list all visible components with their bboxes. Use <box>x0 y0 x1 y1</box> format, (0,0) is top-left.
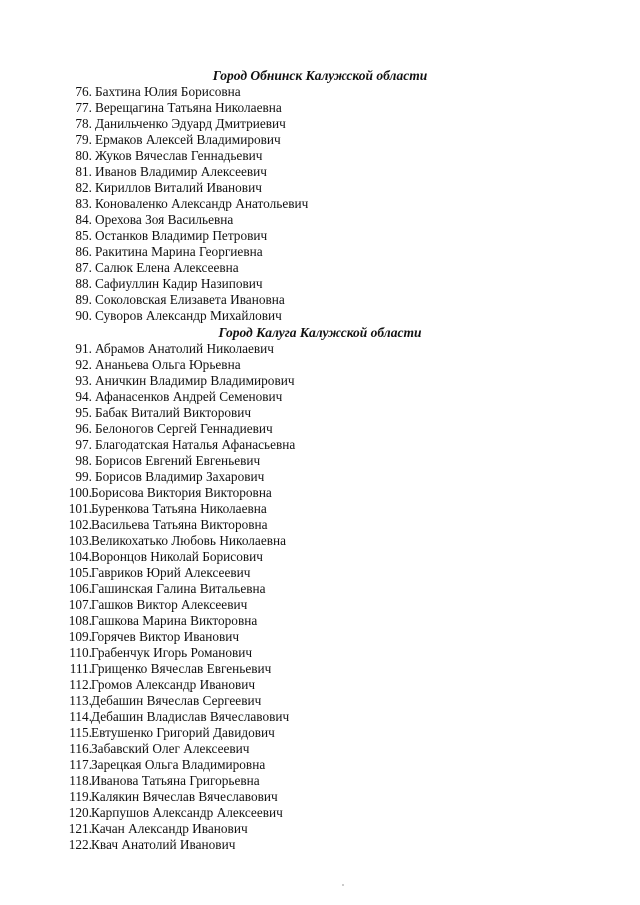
item-number: 83. <box>75 196 92 211</box>
person-name: Борисов Евгений Евгеньевич <box>95 453 261 468</box>
name-list-kaluga <box>0 341 640 853</box>
item-number: 85. <box>75 228 92 243</box>
person-name: Аничкин Владимир Владимирович <box>95 373 295 388</box>
person-name: Иванов Владимир Алексеевич <box>95 164 267 179</box>
item-number: 98. <box>75 453 92 468</box>
item-number: 100. <box>68 485 92 500</box>
item-number: 97. <box>75 437 92 452</box>
scan-speck <box>342 884 344 886</box>
list-item <box>0 517 640 533</box>
list-item <box>0 837 640 853</box>
item-number: 103. <box>68 533 92 548</box>
list-item <box>0 84 640 100</box>
person-name: Дебашин Вячеслав Сергеевич <box>91 693 262 708</box>
person-name: Калякин Вячеслав Вячеславович <box>91 789 278 804</box>
item-number: 87. <box>75 260 92 275</box>
list-item <box>0 421 640 437</box>
item-number: 102. <box>68 517 92 532</box>
item-number: 116. <box>69 741 92 756</box>
list-item <box>0 308 640 324</box>
item-number: 122. <box>68 837 92 852</box>
item-number: 111. <box>69 661 92 676</box>
item-number: 118. <box>69 773 92 788</box>
list-item <box>0 533 640 549</box>
person-name: Гашкова Марина Викторовна <box>91 613 258 628</box>
person-name: Зарецкая Ольга Владимировна <box>91 757 266 772</box>
list-item <box>0 565 640 581</box>
item-number: 112. <box>69 677 92 692</box>
list-item <box>0 677 640 693</box>
list-item <box>0 389 640 405</box>
item-number: 91. <box>75 341 92 356</box>
list-item <box>0 373 640 389</box>
person-name: Грабенчук Игорь Романович <box>91 645 253 660</box>
person-name: Салюк Елена Алексеевна <box>95 260 239 275</box>
list-item <box>0 501 640 517</box>
person-name: Васильева Татьяна Викторовна <box>91 517 268 532</box>
person-name: Буренкова Татьяна Николаевна <box>91 501 267 516</box>
item-number: 115. <box>69 725 92 740</box>
person-name: Грищенко Вячеслав Евгеньевич <box>91 661 272 676</box>
list-item <box>0 116 640 132</box>
item-number: 108. <box>68 613 92 628</box>
item-number: 106. <box>68 581 92 596</box>
person-name: Горячев Виктор Иванович <box>91 629 240 644</box>
list-item <box>0 805 640 821</box>
list-item <box>0 212 640 228</box>
list-item <box>0 276 640 292</box>
person-name: Гашинская Галина Витальевна <box>91 581 266 596</box>
list-item <box>0 100 640 116</box>
person-name: Евтушенко Григорий Давидович <box>91 725 275 740</box>
list-item <box>0 725 640 741</box>
item-number: 114. <box>69 709 92 724</box>
list-item <box>0 180 640 196</box>
person-name: Останков Владимир Петрович <box>95 228 268 243</box>
item-number: 101. <box>68 501 92 516</box>
person-name: Данильченко Эдуард Дмитриевич <box>95 116 286 131</box>
list-item <box>0 597 640 613</box>
list-item <box>0 757 640 773</box>
item-number: 96. <box>75 421 92 436</box>
person-name: Орехова Зоя Васильевна <box>95 212 234 227</box>
list-item <box>0 469 640 485</box>
person-name: Гашков Виктор Алексеевич <box>91 597 248 612</box>
item-number: 88. <box>75 276 92 291</box>
item-number: 119. <box>69 789 92 804</box>
person-name: Гавриков Юрий Алексеевич <box>91 565 251 580</box>
list-item <box>0 773 640 789</box>
item-number: 86. <box>75 244 92 259</box>
list-item <box>0 357 640 373</box>
item-number: 76. <box>75 84 92 99</box>
list-item <box>0 549 640 565</box>
list-item <box>0 453 640 469</box>
person-name: Бахтина Юлия Борисовна <box>95 84 241 99</box>
person-name: Ананьева Ольга Юрьевна <box>95 357 241 372</box>
item-number: 105. <box>68 565 92 580</box>
person-name: Квач Анатолий Иванович <box>91 837 236 852</box>
person-name: Благодатская Наталья Афанасьевна <box>95 437 296 452</box>
person-name: Борисов Владимир Захарович <box>95 469 265 484</box>
section-heading-obninsk: Город Обнинск Калужской области <box>212 68 428 83</box>
item-number: 82. <box>75 180 92 195</box>
list-item <box>0 485 640 501</box>
person-name: Великохатько Любовь Николаевна <box>91 533 287 548</box>
person-name: Ракитина Марина Георгиевна <box>95 244 263 259</box>
item-number: 113. <box>69 693 92 708</box>
person-name: Белоногов Сергей Геннадиевич <box>95 421 273 436</box>
list-item <box>0 789 640 805</box>
list-item <box>0 341 640 357</box>
item-number: 110. <box>69 645 92 660</box>
list-item <box>0 228 640 244</box>
item-number: 95. <box>75 405 92 420</box>
item-number: 84. <box>75 212 92 227</box>
person-name: Бабак Виталий Викторович <box>95 405 252 420</box>
list-item <box>0 196 640 212</box>
list-item <box>0 645 640 661</box>
list-item <box>0 437 640 453</box>
person-name: Суворов Александр Михайлович <box>95 308 282 323</box>
item-number: 117. <box>69 757 92 772</box>
item-number: 93. <box>75 373 92 388</box>
person-name: Жуков Вячеслав Геннадьевич <box>95 148 263 163</box>
name-list-obninsk <box>0 84 640 324</box>
item-number: 107. <box>68 597 92 612</box>
person-name: Борисова Виктория Викторовна <box>91 485 272 500</box>
list-item <box>0 693 640 709</box>
list-item <box>0 405 640 421</box>
list-item <box>0 260 640 276</box>
person-name: Дебашин Владислав Вячеславович <box>91 709 290 724</box>
item-number: 120. <box>68 805 92 820</box>
list-item <box>0 709 640 725</box>
person-name: Верещагина Татьяна Николаевна <box>95 100 282 115</box>
item-number: 109. <box>68 629 92 644</box>
item-number: 92. <box>75 357 92 372</box>
list-item <box>0 581 640 597</box>
list-item <box>0 148 640 164</box>
list-item <box>0 661 640 677</box>
item-number: 104. <box>68 549 92 564</box>
person-name: Иванова Татьяна Григорьевна <box>91 773 260 788</box>
list-item <box>0 821 640 837</box>
person-name: Абрамов Анатолий Николаевич <box>95 341 274 356</box>
person-name: Соколовская Елизавета Ивановна <box>95 292 285 307</box>
person-name: Кириллов Виталий Иванович <box>95 180 262 195</box>
item-number: 77. <box>75 100 92 115</box>
item-number: 80. <box>75 148 92 163</box>
item-number: 81. <box>75 164 92 179</box>
person-name: Ермаков Алексей Владимирович <box>95 132 281 147</box>
list-item <box>0 613 640 629</box>
item-number: 90. <box>75 308 92 323</box>
person-name: Афанасенков Андрей Семенович <box>95 389 283 404</box>
person-name: Коноваленко Александр Анатольевич <box>95 196 309 211</box>
section-heading-kaluga: Город Калуга Калужской области <box>218 325 422 340</box>
item-number: 89. <box>75 292 92 307</box>
list-item <box>0 741 640 757</box>
list-item <box>0 132 640 148</box>
person-name: Качан Александр Иванович <box>91 821 248 836</box>
person-name: Карпушов Александр Алексеевич <box>91 805 283 820</box>
person-name: Забавский Олег Алексеевич <box>91 741 250 756</box>
item-number: 99. <box>75 469 92 484</box>
person-name: Воронцов Николай Борисович <box>91 549 263 564</box>
item-number: 79. <box>75 132 92 147</box>
list-item <box>0 164 640 180</box>
list-item <box>0 244 640 260</box>
list-item <box>0 629 640 645</box>
item-number: 78. <box>75 116 92 131</box>
list-item <box>0 292 640 308</box>
person-name: Сафиуллин Кадир Назипович <box>95 276 263 291</box>
person-name: Громов Александр Иванович <box>91 677 256 692</box>
item-number: 94. <box>75 389 92 404</box>
item-number: 121. <box>68 821 92 836</box>
